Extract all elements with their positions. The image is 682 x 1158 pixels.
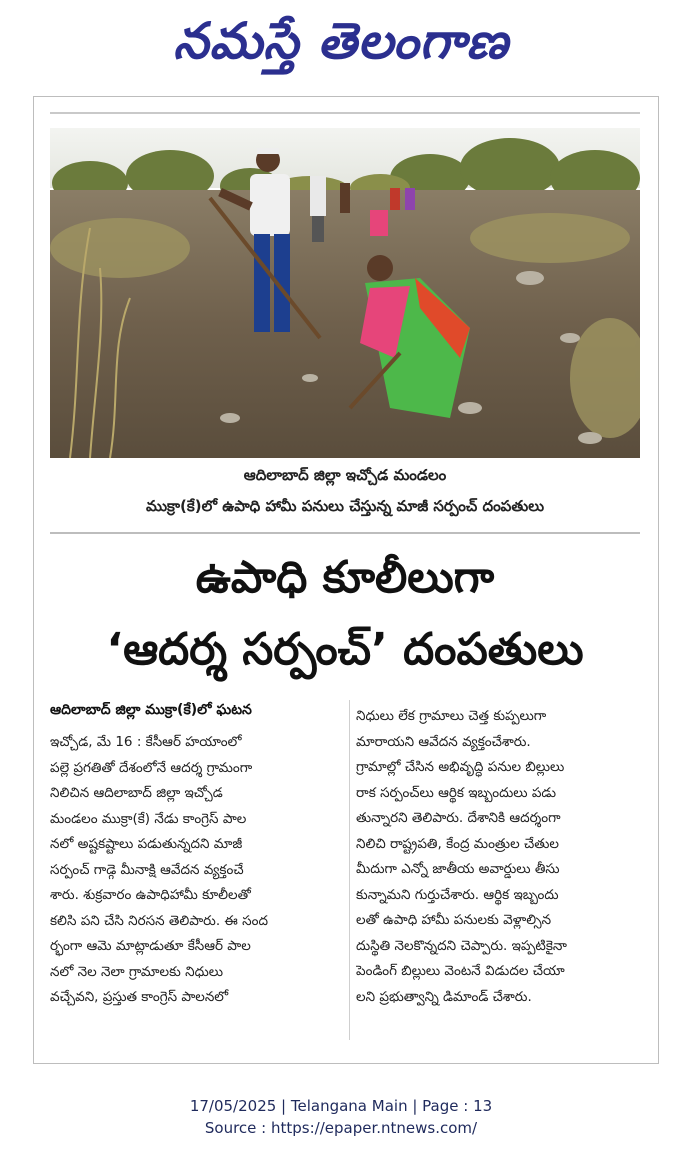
body-line: కలిసి పని చేసి నిరసన తెలిపారు. ఈ సంద (50, 912, 268, 929)
body-line: శారు. శుక్రవారం ఉపాధిహామీ కూలీలతో (50, 887, 251, 903)
body-line: మండలం ముక్రా(కే) నేడు కాంగ్రెస్ పాల (50, 810, 247, 827)
body-line: గ్రామాల్లో చేసిన అభివృద్ధి పనుల బిల్లులు (356, 759, 565, 775)
body-line: రాక సర్పంచ్‌లు ఆర్థిక ఇబ్బందులు పడు (356, 784, 557, 801)
body-line: తున్నారని తెలిపారు. దేశానికి ఆదర్శంగా (356, 810, 561, 826)
body-line: మారాయని ఆవేదన వ్యక్తంచేశారు. (356, 733, 531, 750)
body-line: నిధులు లేక గ్రామాలు చెత్త కుప్పలుగా (356, 708, 547, 724)
headline-line-2: ‘ఆదర్శ సర్పంచ్’ దంపతులు (106, 624, 584, 675)
body-line: నలో నెల నెలా గ్రామాలకు నిధులు (50, 963, 224, 980)
body-line: నిలిచిన ఆదిలాబాద్ జిల్లా ఇచ్చోడ (50, 785, 223, 801)
article-photo (50, 128, 640, 458)
caption-divider (50, 532, 640, 534)
body-line: నిలిచి రాష్ట్రపతి, కేంద్ర మంత్రుల చేతుల (356, 835, 559, 852)
newspaper-masthead (0, 6, 682, 76)
footer-source-link[interactable]: Source : https://epaper.ntnews.com/ (204, 1119, 478, 1137)
body-line: ఇచ్చోడ, మే 16 : కేసీఆర్ హయాంలో (50, 734, 242, 750)
top-divider (50, 112, 640, 114)
body-line: సర్పంచ్ గాడ్గె మీనాక్షి ఆవేదన వ్యక్తంచే (50, 861, 244, 878)
headline-line-1: ఉపాధి కూలీలుగా (195, 552, 495, 603)
body-line: లని ప్రభుత్వాన్ని డిమాండ్ చేశారు. (356, 988, 532, 1005)
footer-edition-info: 17/05/2025 | Telangana Main | Page : 13 (189, 1097, 493, 1115)
body-line: లతో ఉపాధి హామీ పనులకు వెళ్లాల్సిన (356, 912, 552, 928)
photo-caption-line-1: ఆదిలాబాద్ జిల్లా ఇచ్చోడ మండలం (243, 466, 447, 484)
body-line: వచ్చేవని, ప్రస్తుత కాంగ్రెస్ పాలనలో (50, 989, 229, 1005)
masthead-title: నమస్తే తెలంగాణ (173, 12, 509, 70)
photo-caption-line-2: ముక్రా(కే)లో ఉపాధి హామీ పనులు చేస్తున్న మాజీ సర్పంచ్ దంపతులు (145, 497, 545, 515)
body-line: నలో అష్టకష్టాలు పడుతున్నదని మాజీ (50, 836, 243, 852)
field-work-photo-icon (50, 128, 640, 458)
body-line: దుస్థితి నెలకొన్నదని చెప్పారు. ఇప్పటికైనా (356, 937, 567, 954)
body-line: పెండింగ్ బిల్లులు వెంటనే విడుదల చేయా (356, 963, 565, 979)
sub-headline: ఆదిలాబాద్ జిల్లా ముక్రా(కే)లో ఘటన (50, 702, 252, 718)
column-divider (349, 700, 350, 1040)
body-line: కున్నామని గుర్తుచేశారు. ఆర్థిక ఇబ్బందు (356, 886, 559, 903)
body-line: ర్భంగా ఆమె మాట్లాడుతూ కేసీఆర్ పాల (50, 938, 251, 954)
body-line: మీదుగా ఎన్నో జాతీయ అవార్డులు తీసు (356, 861, 560, 877)
body-line: పల్లె ప్రగతితో దేశంలోనే ఆదర్శ గ్రామంగా (50, 759, 253, 776)
article-body-right-column (356, 704, 648, 1010)
article-body-left-column (50, 730, 342, 1011)
